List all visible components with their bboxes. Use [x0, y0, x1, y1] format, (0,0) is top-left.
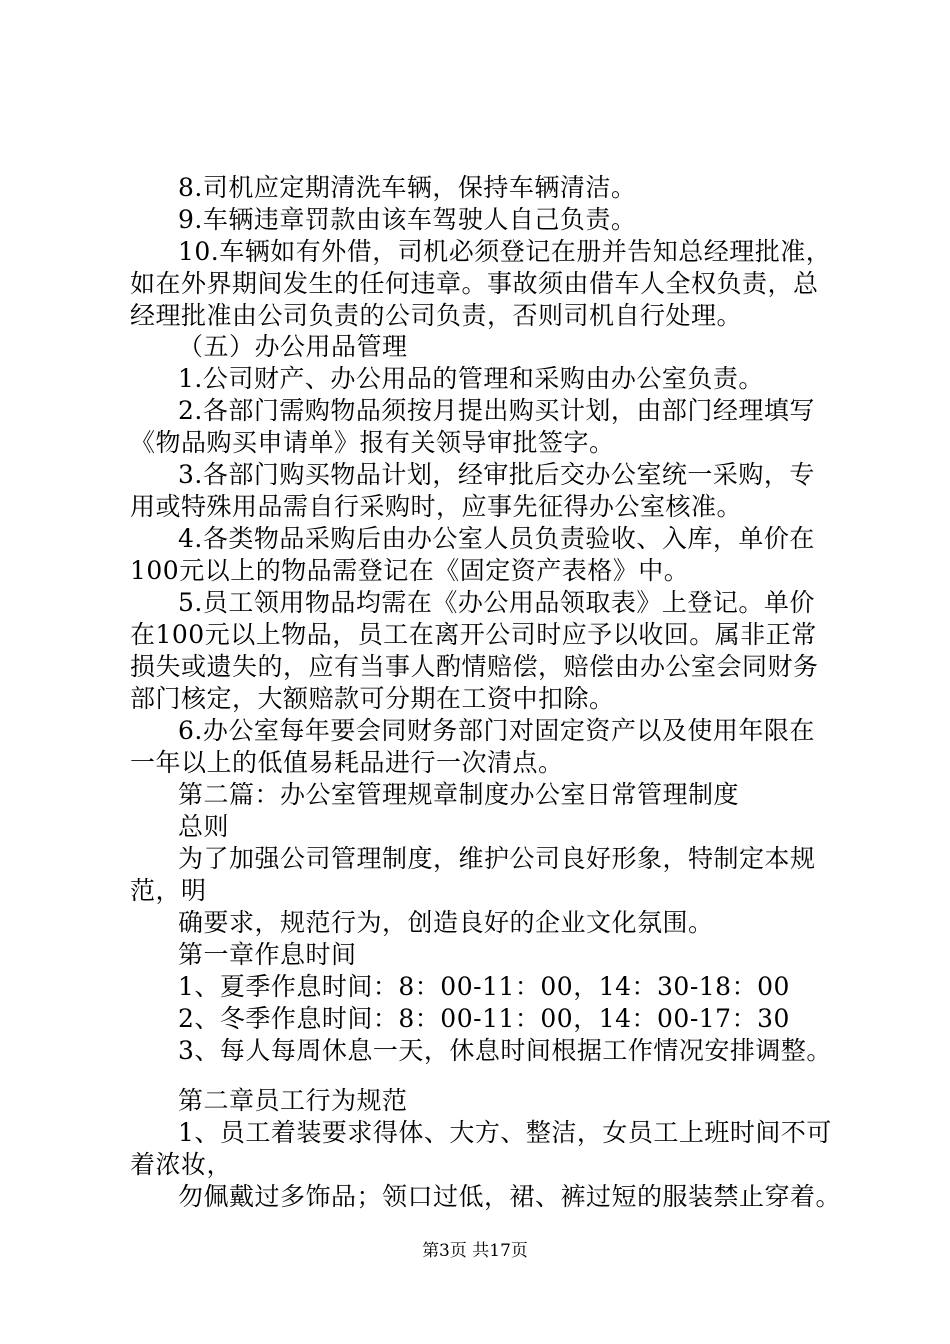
text-line: 损失或遗失的，应有当事人酌情赔偿，赔偿由办公室会同财务: [130, 652, 819, 681]
section-heading: （五）办公用品管理: [178, 332, 408, 361]
text-line: 100元以上的物品需登记在《固定资产表格》中。: [130, 556, 690, 585]
text-line: 2、冬季作息时间：8：00-11：00，14：00-17：30: [178, 1004, 790, 1033]
text-line: 为了加强公司管理制度，维护公司良好形象，特制定本规: [178, 844, 816, 873]
text-line: 确要求，规范行为，创造良好的企业文化氛围。: [178, 908, 714, 937]
text-line: 9.车辆违章罚款由该车驾驶人自己负责。: [178, 205, 637, 234]
text-line: 8.司机应定期清洗车辆，保持车辆清洁。: [178, 173, 637, 202]
text-line: 着浓妆，: [130, 1150, 233, 1179]
page-number: 第3页 共17页: [422, 1241, 528, 1261]
text-line: 部门核定，大额赔款可分期在工资中扣除。: [130, 684, 615, 713]
text-line: 2.各部门需购物品须按月提出购买计划，由部门经理填写: [178, 396, 815, 425]
chapter-heading: 第二篇：办公室管理规章制度办公室日常管理制度: [178, 780, 740, 809]
section-heading: 第一章作息时间: [178, 940, 357, 969]
text-line: 如在外界期间发生的任何违章。事故须由借车人全权负责，总: [130, 269, 819, 298]
text-line: 10.车辆如有外借，司机必须登记在册并告知总经理批准，: [178, 237, 832, 266]
section-heading: 总则: [178, 812, 230, 841]
text-line: 一年以上的低值易耗品进行一次清点。: [130, 748, 564, 777]
text-line: 在100元以上物品，员工在离开公司时应予以收回。属非正常: [130, 620, 817, 649]
text-line: 1.公司财产、办公用品的管理和采购由办公室负责。: [178, 364, 764, 393]
text-line: 《物品购买申请单》报有关领导审批签字。: [130, 428, 615, 457]
text-line: 1、员工着装要求得体、大方、整洁，女员工上班时间不可: [178, 1118, 832, 1147]
text-line: 5.员工领用物品均需在《办公用品领取表》上登记。单价: [178, 588, 815, 617]
text-line: 3、每人每周休息一天，休息时间根据工作情况安排调整。: [178, 1036, 832, 1065]
section-heading: 第二章员工行为规范: [178, 1086, 408, 1115]
text-line: 范，明: [130, 876, 207, 905]
text-line: 3.各部门购买物品计划，经审批后交办公室统一采购，专: [178, 460, 815, 489]
text-line: 勿佩戴过多饰品；领口过低，裙、裤过短的服装禁止穿着。: [178, 1182, 842, 1211]
text-line: 经理批准由公司负责的公司负责，否则司机自行处理。: [130, 301, 743, 330]
text-line: 用或特殊用品需自行采购时，应事先征得办公室核准。: [130, 492, 743, 521]
text-line: 4.各类物品采购后由办公室人员负责验收、入库，单价在: [178, 524, 815, 553]
text-line: 1、夏季作息时间：8：00-11：00，14：30-18：00: [178, 972, 790, 1001]
text-line: 6.办公室每年要会同财务部门对固定资产以及使用年限在: [178, 716, 815, 745]
